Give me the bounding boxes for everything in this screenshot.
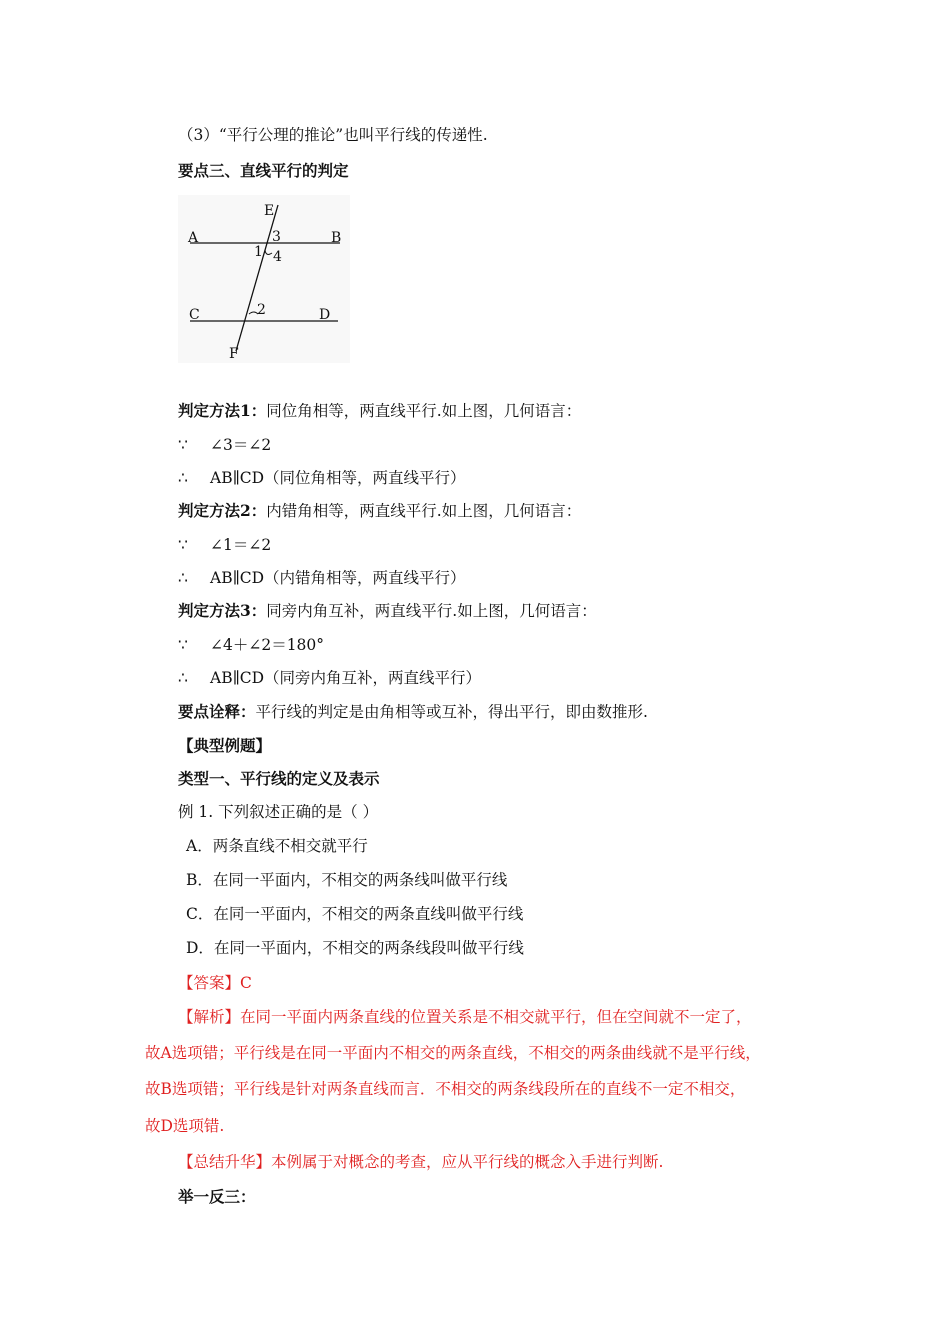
because-symbol: ∵ — [178, 436, 188, 454]
transversal-ef — [236, 205, 278, 351]
method-2-therefore — [178, 567, 466, 589]
method-1-text: 同位角相等，两直线平行.如上图，几何语言： — [266, 402, 582, 420]
method-1-therefore-text: AB∥CD（同位角相等，两直线平行） — [210, 469, 466, 487]
method-1 — [178, 400, 581, 422]
analysis-line-4: 故D选项错. — [145, 1117, 225, 1135]
option-c: C．在同一平面内，不相交的两条直线叫做平行线 — [186, 905, 524, 923]
method-1-therefore — [178, 467, 466, 489]
therefore-symbol: ∴ — [178, 569, 188, 587]
label-e: E — [264, 203, 275, 219]
method-2-because — [178, 534, 271, 556]
method-2 — [178, 500, 581, 522]
type-heading: 类型一、平行线的定义及表示 — [178, 769, 380, 788]
section-heading: 要点三、直线平行的判定 — [178, 161, 349, 180]
option-b: B．在同一平面内，不相交的两条线叫做平行线 — [186, 871, 508, 889]
examples-heading: 【典型例题】 — [178, 736, 272, 755]
label-c: C — [189, 307, 200, 323]
method-1-label: 判定方法1： — [178, 401, 267, 420]
because-symbol: ∵ — [178, 636, 188, 654]
option-a: A．两条直线不相交就平行 — [186, 837, 368, 855]
label-2: 2 — [257, 302, 266, 318]
method-3-label: 判定方法3： — [178, 601, 267, 620]
practice-heading: 举一反三： — [178, 1187, 256, 1206]
key-note — [178, 701, 648, 723]
method-2-label: 判定方法2： — [178, 501, 267, 520]
method-1-because-text: ∠3＝∠2 — [210, 436, 272, 454]
label-d: D — [319, 307, 331, 323]
angle-arc-1 — [265, 250, 272, 254]
summary: 【总结升华】本例属于对概念的考查，应从平行线的概念入手进行判断. — [178, 1153, 664, 1171]
method-3-therefore — [178, 667, 481, 689]
parallel-lines-figure — [178, 195, 350, 363]
label-b: B — [331, 230, 342, 246]
label-4: 4 — [273, 249, 282, 265]
label-f: F — [229, 346, 239, 362]
therefore-symbol: ∴ — [178, 469, 188, 487]
method-1-because — [178, 434, 271, 456]
label-a: A — [188, 230, 199, 246]
question: 例 1. 下列叙述正确的是（ ） — [178, 803, 379, 821]
method-3-text: 同旁内角互补，两直线平行.如上图，几何语言： — [266, 602, 597, 620]
analysis-line-3: 故B选项错；平行线是针对两条直线而言．不相交的两条线段所在的直线不一定不相交， — [145, 1080, 746, 1098]
method-2-text: 内错角相等，两直线平行.如上图，几何语言： — [266, 502, 582, 520]
method-2-therefore-text: AB∥CD（内错角相等，两直线平行） — [210, 569, 466, 587]
intro-line: （3）“平行公理的推论”也叫平行线的传递性. — [178, 126, 488, 144]
method-3-therefore-text: AB∥CD（同旁内角互补，两直线平行） — [210, 669, 482, 687]
answer: 【答案】C — [178, 974, 252, 992]
label-1: 1 — [254, 244, 263, 260]
because-symbol: ∵ — [178, 536, 188, 554]
analysis-line-1: 【解析】在同一平面内两条直线的位置关系是不相交就平行，但在空间就不一定了， — [178, 1008, 752, 1026]
key-note-label: 要点诠释： — [178, 702, 256, 721]
method-2-because-text: ∠1＝∠2 — [210, 536, 272, 554]
method-3 — [178, 600, 597, 622]
label-3: 3 — [272, 229, 281, 245]
option-d: D．在同一平面内，不相交的两条线段叫做平行线 — [186, 939, 524, 957]
analysis-line-2: 故A选项错；平行线是在同一平面内不相交的两条直线，不相交的两条曲线就不是平行线， — [145, 1044, 761, 1062]
method-3-because — [178, 634, 324, 656]
key-note-text: 平行线的判定是由角相等或互补，得出平行，即由数推形. — [255, 703, 648, 721]
therefore-symbol: ∴ — [178, 669, 188, 687]
method-3-because-text: ∠4＋∠2＝180° — [210, 636, 325, 654]
